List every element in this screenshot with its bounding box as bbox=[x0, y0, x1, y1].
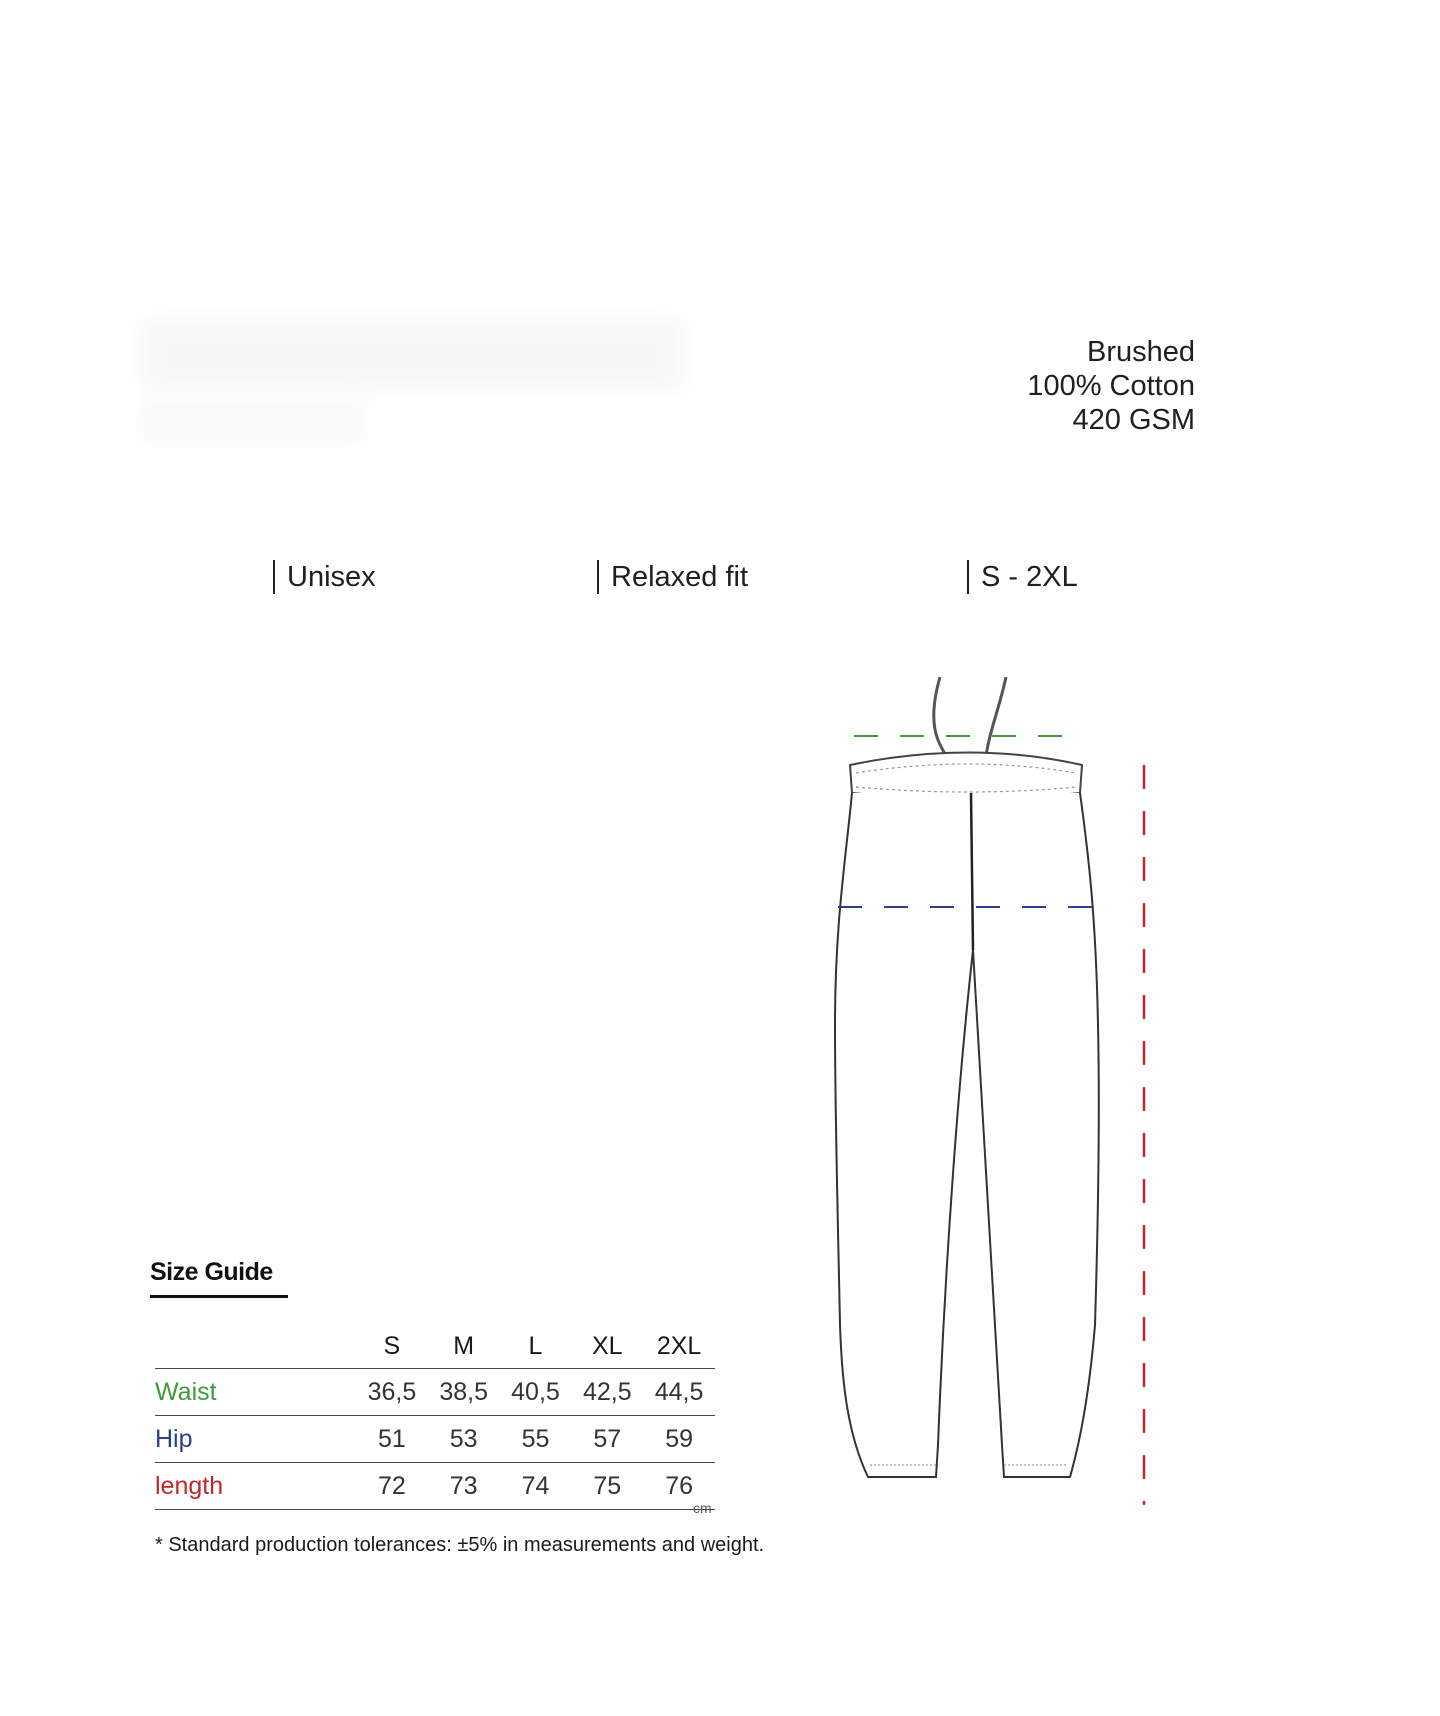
cell: 55 bbox=[500, 1416, 572, 1463]
header-size-l: L bbox=[500, 1324, 572, 1369]
cell: 73 bbox=[428, 1463, 500, 1510]
material-finish: Brushed bbox=[1086, 336, 1195, 368]
attribute-size-range: S - 2XL bbox=[967, 560, 1078, 594]
header-size-s: S bbox=[356, 1324, 428, 1369]
table-row-hip bbox=[155, 1416, 715, 1463]
cell: 59 bbox=[643, 1416, 715, 1463]
cell: 75 bbox=[571, 1463, 643, 1510]
cell: 40,5 bbox=[500, 1369, 572, 1416]
header-size-2xl: 2XL bbox=[643, 1324, 715, 1369]
attribute-gender: Unisex bbox=[273, 560, 376, 594]
cell: 72 bbox=[356, 1463, 428, 1510]
header-size-m: M bbox=[428, 1324, 500, 1369]
blurred-product-title bbox=[140, 318, 685, 390]
cell: 36,5 bbox=[356, 1369, 428, 1416]
cell: 53 bbox=[428, 1416, 500, 1463]
blurred-product-subtitle bbox=[140, 400, 365, 444]
cell: 42,5 bbox=[571, 1369, 643, 1416]
material-composition: 100% Cotton bbox=[1027, 370, 1195, 402]
header-size-xl: XL bbox=[571, 1324, 643, 1369]
row-label-waist: Waist bbox=[155, 1369, 356, 1416]
cell: 51 bbox=[356, 1416, 428, 1463]
cell: 38,5 bbox=[428, 1369, 500, 1416]
size-guide-title: Size Guide bbox=[150, 1258, 288, 1298]
size-table-header bbox=[155, 1324, 715, 1369]
pants-icon bbox=[820, 665, 1160, 1515]
unit-label: cm bbox=[693, 1500, 712, 1516]
pants-outline bbox=[835, 793, 1099, 1477]
row-label-length: length bbox=[155, 1463, 356, 1510]
material-weight: 420 GSM bbox=[1072, 404, 1195, 436]
cell: 57 bbox=[571, 1416, 643, 1463]
table-row-length bbox=[155, 1463, 715, 1510]
material-info bbox=[1027, 335, 1195, 437]
header-empty bbox=[155, 1324, 356, 1369]
cell: 44,5 bbox=[643, 1369, 715, 1416]
size-table bbox=[155, 1324, 715, 1510]
attribute-fit: Relaxed fit bbox=[597, 560, 748, 594]
cell: 74 bbox=[500, 1463, 572, 1510]
row-label-hip: Hip bbox=[155, 1416, 356, 1463]
cell: 76 bbox=[643, 1463, 715, 1510]
tolerance-footnote: * Standard production tolerances: ±5% in measurements and weight. bbox=[155, 1534, 765, 1556]
table-row-waist bbox=[155, 1369, 715, 1416]
